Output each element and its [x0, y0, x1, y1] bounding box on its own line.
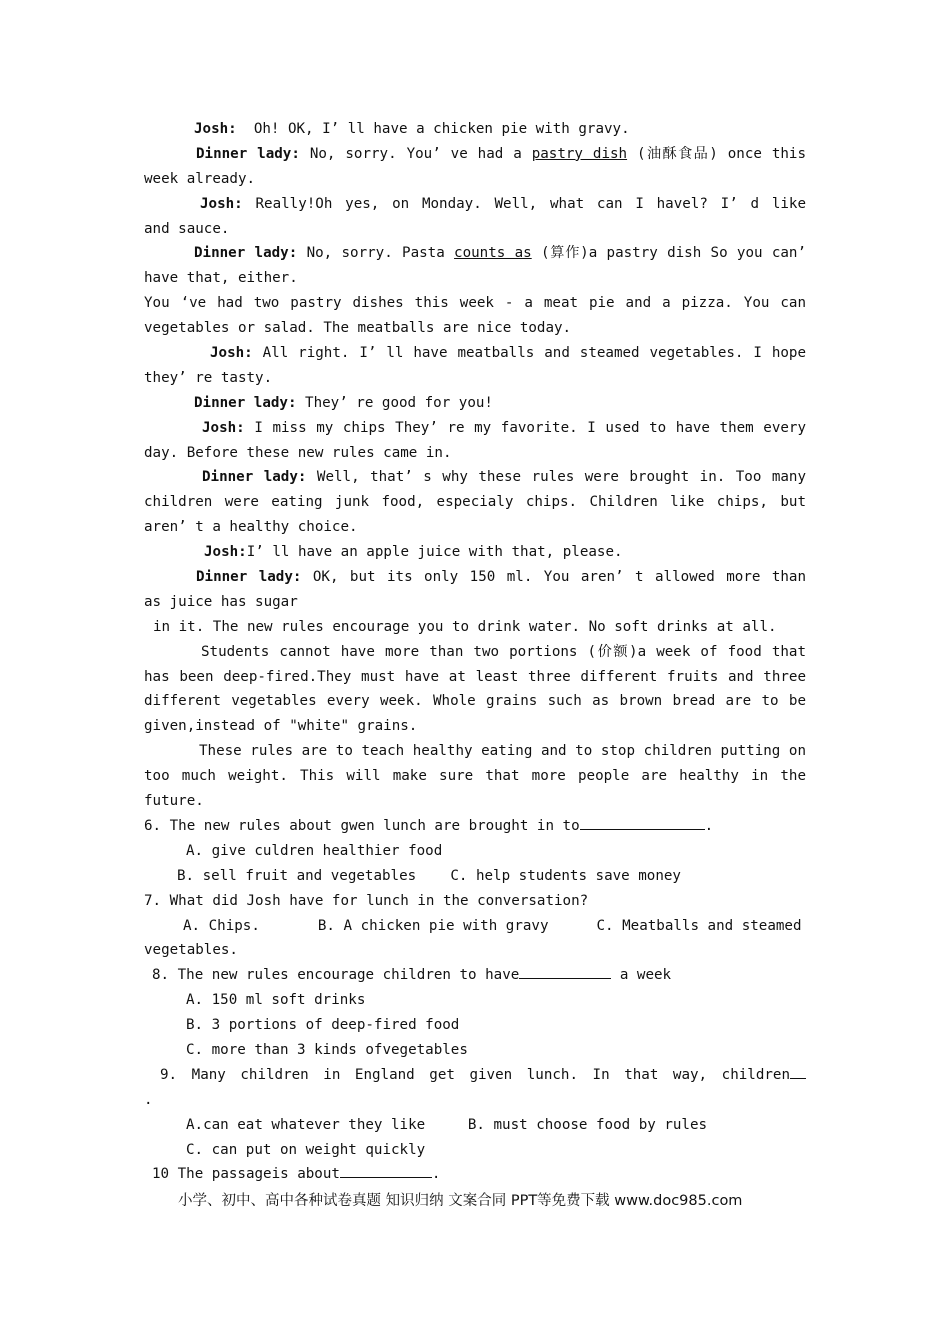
passage-line: has been deep-fired.They must have at least three different fruits and three: [144, 668, 806, 685]
answer-blank: [790, 1064, 806, 1079]
dialogue-line: You ‘ve had two pastry dishes this week - a meat pie and a pizza. You can: [144, 295, 806, 312]
passage-line: These rules are to teach healthy eating and to stop children putting on: [199, 743, 806, 760]
question-9: [144, 1063, 806, 1088]
passage-line: future.: [144, 793, 204, 810]
question-stem: 9. Many children in England get given lunch. In that way, children: [160, 1066, 790, 1083]
dialogue-line: [144, 241, 806, 266]
question-7: 7. What did Josh have for lunch in the conversation?: [144, 892, 589, 909]
question-stem-tail: a week: [619, 967, 672, 984]
dialogue-text: Really!Oh yes, on Monday. Well, what can I havel? I’ d like: [255, 195, 806, 212]
question-9-option-b: B. must choose food by rules: [467, 1116, 708, 1133]
question-9-option-c: C. can put on weight quickly: [186, 1141, 426, 1158]
dialogue-line: day. Before these new rules came in.: [144, 444, 452, 461]
vocab-term: pastry dish: [531, 145, 628, 162]
dialogue-line: aren’ t a healthy choice.: [144, 519, 358, 536]
dialogue-text: I miss my chips They’ re my favorite. I used to have them every: [254, 419, 806, 436]
dialogue-line: children were eating junk food, especialy chips. Children like chips, but: [144, 494, 806, 511]
speaker-josh: Josh:: [202, 419, 245, 436]
dialogue-text: I’ ll have an apple juice with that, please.: [246, 544, 623, 561]
dialogue-line: week already.: [144, 170, 256, 187]
question-7-option-c: C. Meatballs and steamed: [596, 917, 802, 934]
answer-blank: [580, 815, 705, 830]
dialogue-line: [144, 192, 806, 217]
question-9-end: .: [144, 1091, 153, 1108]
dialogue-text: They’ re good for you!: [305, 394, 493, 411]
question-stem: 6. The new rules about gwen lunch are brought in to: [144, 817, 580, 834]
question-7-options: [144, 914, 806, 939]
footer-watermark: 小学、初中、高中各种试卷真题 知识归纳 文案合同 PPT等免费下载 www.doc985.com: [178, 1193, 743, 1209]
speaker-josh: Josh:: [210, 345, 253, 362]
passage-line: Students cannot have more than two portions (价额)a week of food that: [201, 643, 806, 660]
speaker-josh: Josh:: [194, 121, 237, 137]
document-body: [144, 117, 806, 1187]
dialogue-text: All right. I’ ll have meatballs and steamed vegetables. I hope: [262, 345, 806, 362]
passage-line: different vegetables every week. Whole grains such as brown bread are to be: [144, 693, 806, 710]
question-7-option-a: A. Chips.: [183, 917, 260, 934]
question-6-option-c: C. help students save money: [450, 867, 681, 884]
question-6: 6. The new rules about gwen lunch are brought in to .: [144, 814, 806, 839]
answer-blank: [340, 1163, 432, 1178]
dialogue-line: [144, 465, 806, 490]
speaker-dinner-lady: Dinner lady:: [196, 145, 300, 162]
question-8-option-a: A. 150 ml soft drinks: [186, 992, 366, 1009]
dialogue-text: (油酥食品) once this: [637, 145, 806, 162]
dialogue-line: [144, 117, 806, 142]
question-6-options-bc: [144, 864, 806, 889]
answer-blank: [519, 964, 611, 979]
dialogue-line: have that, either.: [144, 270, 298, 287]
speaker-dinner-lady: Dinner lady:: [194, 245, 298, 262]
passage-line: given,instead of "white" grains.: [144, 718, 418, 735]
speaker-josh: Josh:: [200, 195, 243, 212]
dialogue-text: No, sorry. Pasta: [306, 245, 445, 262]
question-6-option-b: B. sell fruit and vegetables: [177, 867, 417, 884]
dialogue-text: (算作)a pastry dish So you can’: [540, 245, 806, 262]
dialogue-text: No, sorry. You’ ve had a: [309, 145, 522, 162]
speaker-dinner-lady: Dinner lady:: [196, 569, 302, 586]
question-7-option-c-cont: vegetables.: [144, 942, 238, 959]
speaker-josh: Josh:: [204, 544, 247, 561]
question-8: [144, 963, 806, 988]
passage-line: too much weight. This will make sure that more people are healthy in the: [144, 768, 806, 785]
dialogue-line: [144, 540, 806, 565]
dialogue-line: and sauce.: [144, 220, 230, 237]
dialogue-line: [144, 142, 806, 167]
question-9-options-ab: [144, 1113, 806, 1138]
dialogue-line: they’ re tasty.: [144, 369, 273, 386]
vocab-term: counts as: [454, 245, 532, 262]
dialogue-text: Well, that’ s why these rules were brought in. Too many: [316, 469, 806, 486]
question-7-option-b: B. A chicken pie with gravy: [317, 917, 549, 934]
dialogue-line: [144, 565, 806, 590]
question-9-option-a: A.can eat whatever they like: [186, 1116, 426, 1133]
dialogue-line: as juice has sugar: [144, 593, 298, 610]
dialogue-line: vegetables or salad. The meatballs are nice today.: [144, 320, 572, 337]
speaker-dinner-lady: Dinner lady:: [202, 469, 307, 486]
question-8-option-c: C. more than 3 kinds ofvegetables: [186, 1041, 468, 1058]
speaker-dinner-lady: Dinner lady:: [194, 394, 297, 411]
dialogue-text: OK, but its only 150 ml. You aren’ t allowed more than: [312, 569, 806, 586]
dialogue-line: [144, 341, 806, 366]
question-stem: 8. The new rules encourage children to have: [152, 967, 520, 984]
dialogue-text: Oh! OK, I’ ll have a chicken pie with gravy.: [253, 121, 630, 137]
dialogue-line: [144, 416, 806, 441]
question-10: 10 The passageis about .: [144, 1162, 806, 1187]
question-6-option-a: A. give culdren healthier food: [186, 842, 443, 859]
dialogue-line: in it. The new rules encourage you to drink water. No soft drinks at all.: [153, 618, 777, 635]
question-stem: 10 The passageis about: [152, 1166, 340, 1183]
question-8-option-b: B. 3 portions of deep-fired food: [186, 1017, 460, 1034]
dialogue-line: [144, 391, 806, 416]
